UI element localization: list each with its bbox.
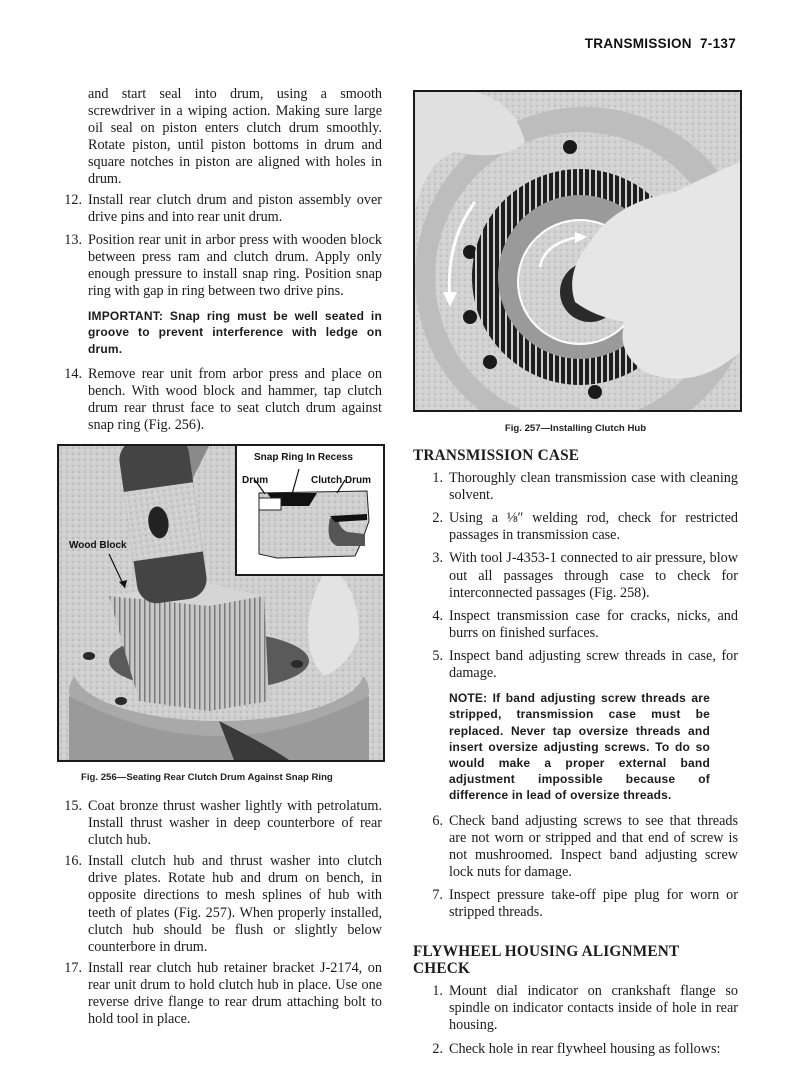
case-step-7 — [413, 887, 738, 921]
step-number: 2. — [432, 1040, 443, 1057]
step-number: 7. — [432, 886, 443, 903]
left-column-bottom — [52, 798, 382, 1034]
case-step-3 — [413, 550, 738, 601]
step-text: Check band adjusting screws to see that threads are not worn or stripped and that end of screw is not mushroomed. Inspect band adjusting screw lock nuts for damage. — [449, 812, 738, 880]
case-step-1 — [413, 470, 738, 504]
step-text: Using a ⅛″ welding rod, check for restricted passages in transmission case. — [449, 510, 738, 544]
step-14 — [52, 366, 382, 434]
section-title-flywheel: FLYWHEEL HOUSING ALIGNMENT CHECK — [413, 943, 680, 978]
figure-257-caption: Fig. 257—Installing Clutch Hub — [504, 423, 647, 434]
callout-drum: Drum — [242, 475, 269, 486]
header-section: TRANSMISSION — [584, 36, 692, 51]
left-column-top — [52, 86, 382, 440]
band-screw-note: NOTE: If band adjusting screw threads are stripped, transmission case must be replaced. Never tap oversize threads and insert oversize adjusting screws. To do so would make a proper external band adjustment impossible because of difference in lead of oversize threads. — [449, 691, 710, 803]
step-13 — [52, 232, 382, 300]
step-text: Install rear clutch hub retainer bracket J-2174, on rear unit drum to hold clutch hub in place. Use one reverse drive flange to rear drum attaching bolt to hold tool in place. — [88, 959, 382, 1028]
step-number: 4. — [432, 607, 443, 624]
page-header — [585, 36, 736, 51]
figure-257-photo — [413, 90, 742, 412]
step-16 — [52, 853, 382, 956]
case-step-5 — [413, 648, 738, 682]
flywheel-step-2 — [413, 1041, 738, 1058]
step-number: 2. — [432, 510, 443, 527]
step-number: 1. — [432, 470, 443, 487]
step-number: 5. — [432, 647, 443, 664]
step-text: Coat bronze thrust washer lightly with petrolatum. Install thrust washer in deep counterbore of rear clutch hub. — [88, 798, 382, 849]
step-text: With tool J-4353-1 connected to air pressure, blow out all passages through case to check for interconnected passages (Fig. 258). — [449, 550, 738, 601]
figure-257-illustration — [415, 92, 740, 410]
step-text: Inspect pressure take-off pipe plug for worn or stripped threads. — [449, 886, 738, 921]
section-title-transmission-case: TRANSMISSION CASE — [413, 447, 580, 464]
callout-clutch-drum: Clutch Drum — [311, 475, 371, 486]
important-note: IMPORTANT: Snap ring must be well seated in groove to prevent interference with ledge on drum. — [88, 309, 382, 356]
header-page-number: 7-137 — [699, 36, 736, 51]
step-number: 1. — [432, 983, 443, 1000]
flywheel-step-1 — [413, 983, 738, 1034]
right-column — [413, 447, 738, 1064]
figure-256-caption: Fig. 256—Seating Rear Clutch Drum Against Snap Ring — [81, 772, 333, 783]
case-step-6 — [413, 813, 738, 881]
step-text: Check hole in rear flywheel housing as follows: — [449, 1040, 721, 1057]
case-step-2 — [413, 510, 738, 544]
step-17 — [52, 960, 382, 1028]
step-number: 15. — [64, 798, 82, 814]
step-text: Mount dial indicator on crankshaft flange so spindle on indicator contacts inside of hole in rear housing. — [449, 983, 738, 1034]
step-number: 3. — [432, 550, 443, 567]
step-text: Thoroughly clean transmission case with cleaning solvent. — [449, 470, 738, 504]
step-15 — [52, 798, 382, 849]
step-number: 16. — [64, 853, 82, 870]
callout-snap-ring: Snap Ring In Recess — [254, 452, 353, 463]
step-text: Install rear clutch drum and piston assembly over drive pins and into rear unit drum. — [88, 191, 382, 225]
step-number: 13. — [64, 231, 82, 248]
step-text: Position rear unit in arbor press with wooden block between press ram and clutch drum. Apply only enough pressure to install snap ring. Position snap ring with gap in ring between two drive pins. — [88, 231, 382, 300]
step-12 — [52, 192, 382, 226]
step-number: 12. — [64, 191, 82, 208]
case-step-4 — [413, 608, 738, 642]
step-number: 14. — [64, 365, 82, 382]
step-number: 17. — [64, 959, 82, 976]
step-text: Install clutch hub and thrust washer into clutch drive plates. Rotate hub and drum on bench, in opposite directions to mesh splines of hub with teeth of plates (Fig. 257). When properly installed, clutch hub should be flush or slightly below counterbore in drum. — [88, 853, 382, 955]
step-text: Inspect band adjusting screw threads in case, for damage. — [449, 647, 738, 682]
callout-wood-block: Wood Block — [69, 540, 127, 551]
step-text: Inspect transmission case for cracks, nicks, and burrs on finished surfaces. — [449, 607, 738, 641]
step-number: 6. — [432, 812, 443, 829]
figure-256-photo — [57, 444, 385, 762]
continuation-paragraph: and start seal into drum, using a smooth screwdriver in a wiping action. Making sure large oil seal on piston enters clutch drum smoothly. Rotate piston, until piston bottoms in drum and square notches in piston are aligned with holes in drum. — [88, 86, 382, 188]
wood-block-leader — [59, 446, 383, 760]
step-text: Remove rear unit from arbor press and place on bench. With wood block and hammer, tap clutch drum rear thrust face to seat clutch drum against snap ring (Fig. 256). — [88, 365, 382, 434]
